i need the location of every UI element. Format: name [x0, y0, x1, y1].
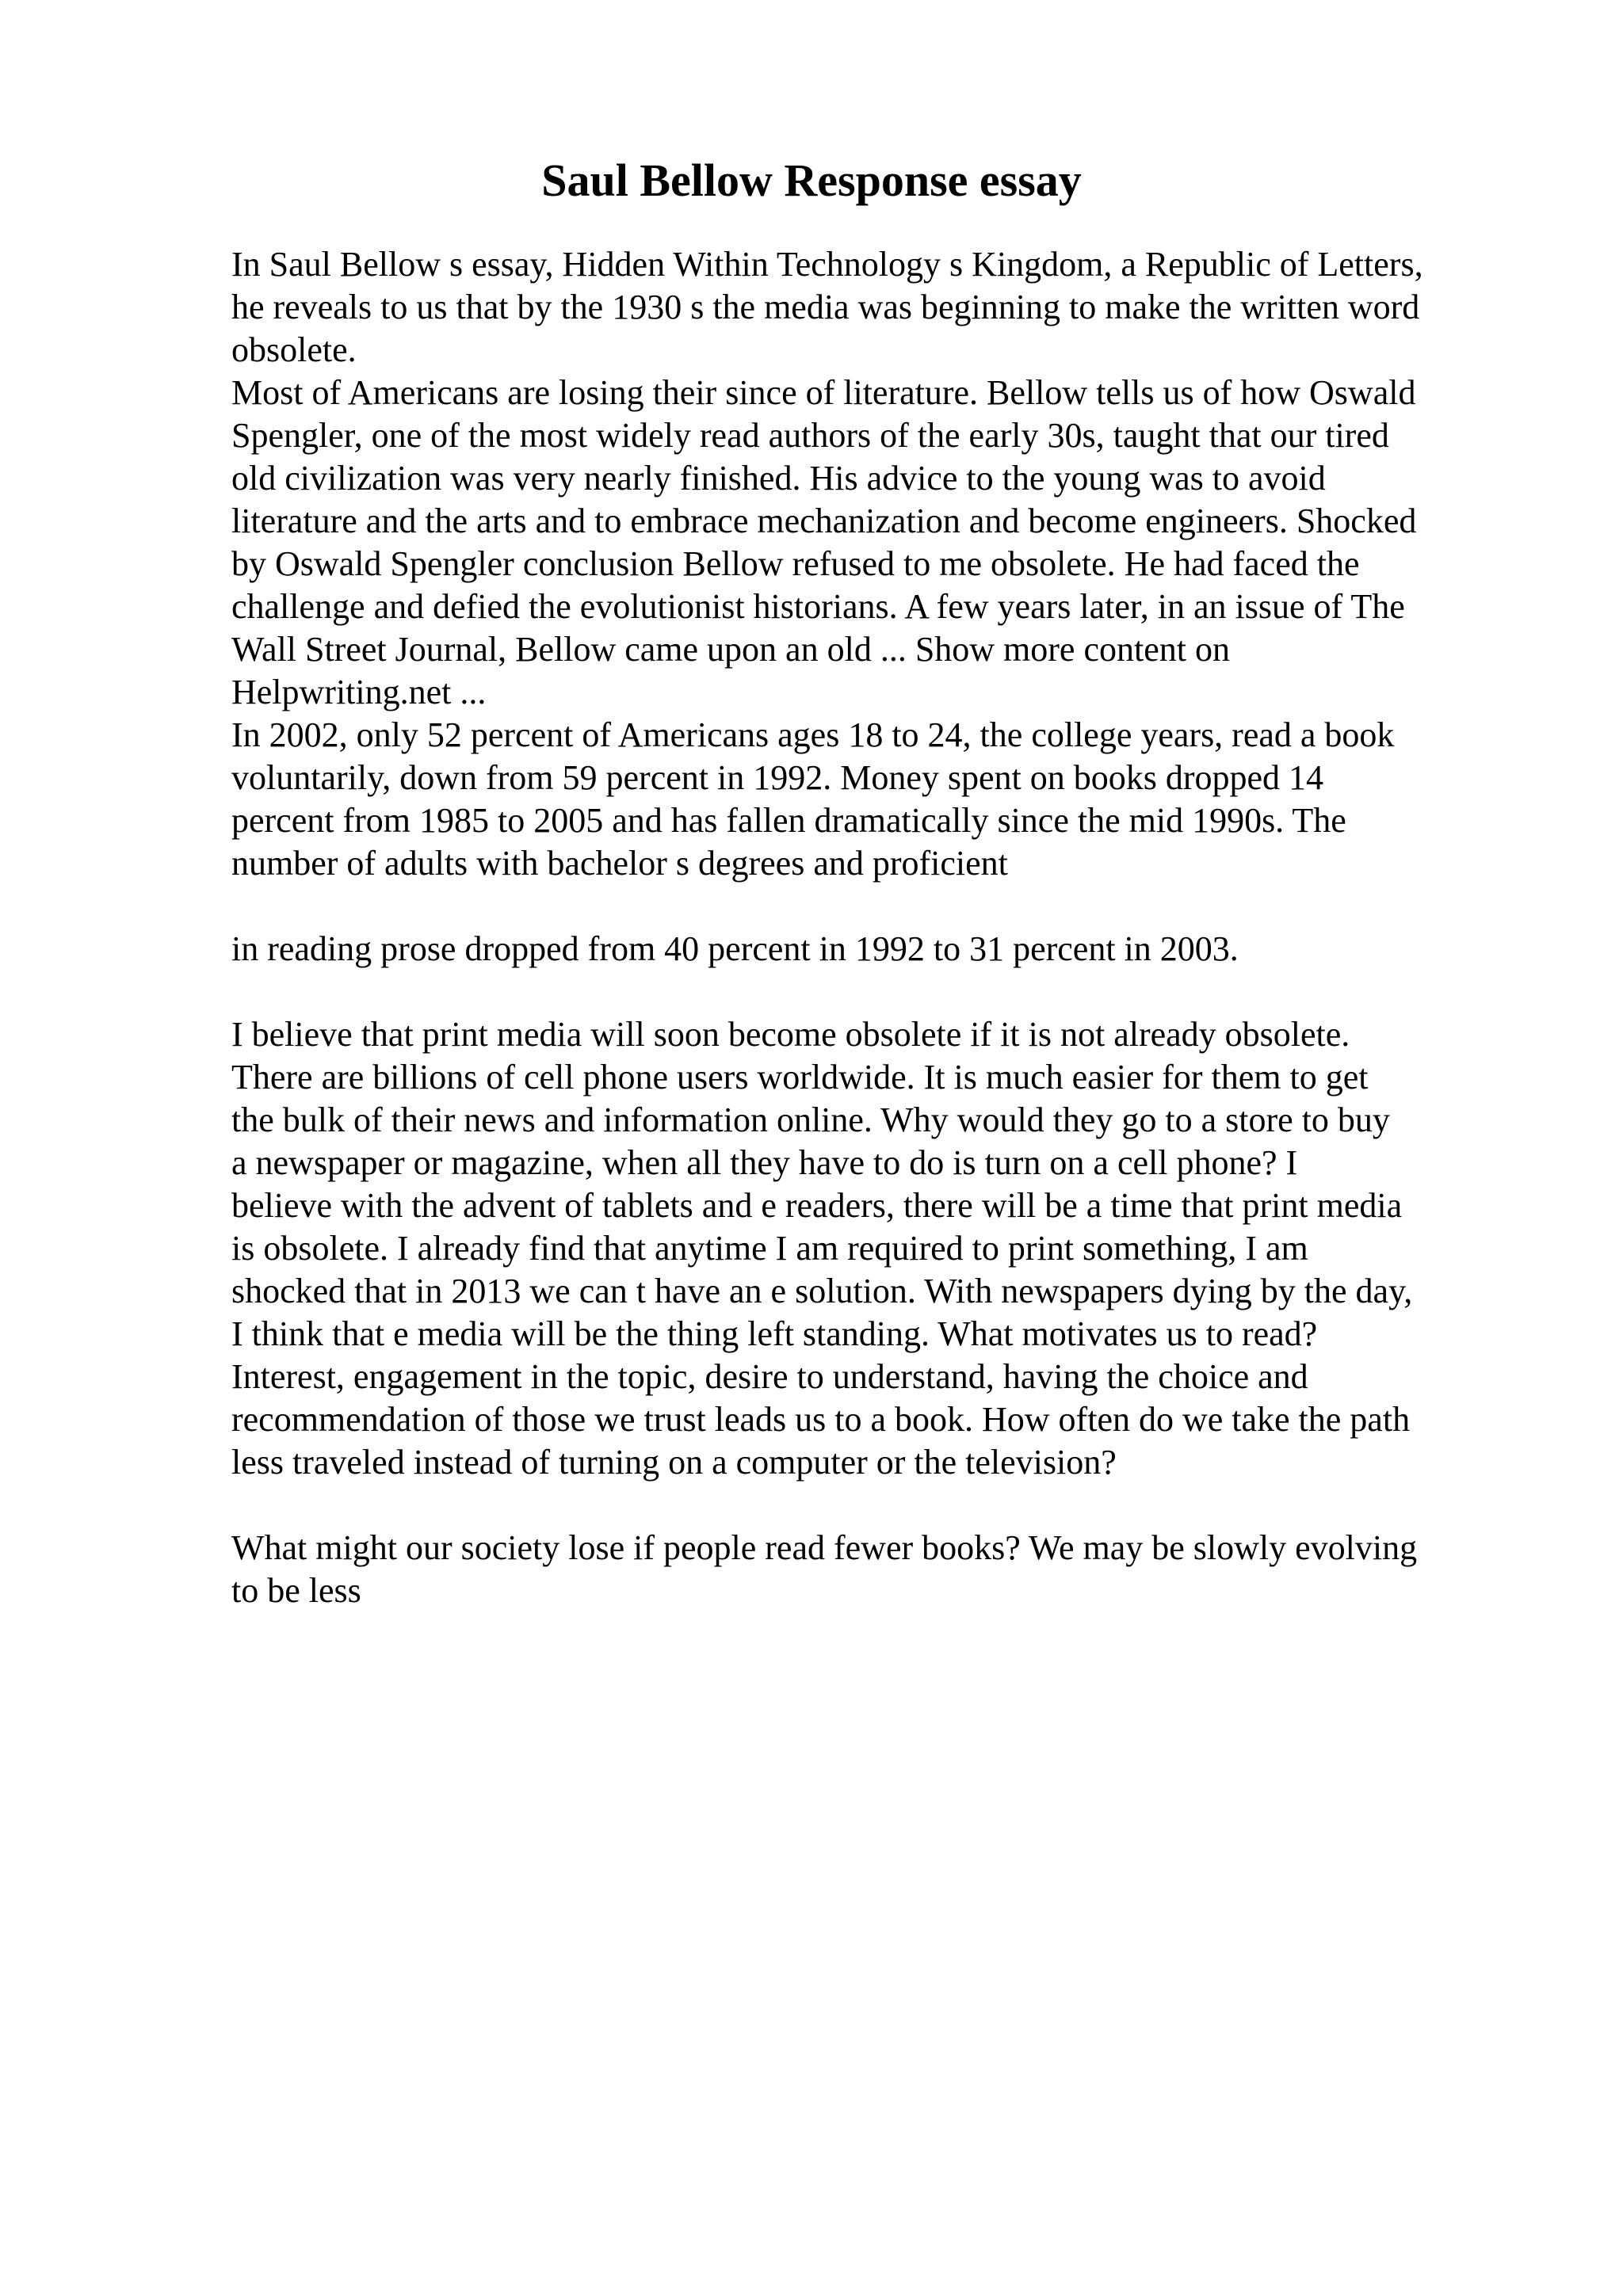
paragraph-society: What might our society lose if people read fewer books? We may be slowly evolving to be less [231, 1528, 1418, 1610]
paragraph-statistics: In 2002, only 52 percent of Americans ages 18 to 24, the college years, read a book voluntarily, down from 59 percent in 1992. Money spent on books dropped 14 percent from 1985 to 2005 and has fallen dramatically since the mid 1990s. The number of adults with bachelor s degrees and proficient [231, 715, 1395, 883]
paragraph-intro: In Saul Bellow s essay, Hidden Within Technology s Kingdom, a Republic of Letters, he reveals to us that by the 1930 s the media was beginning to make the written word obsolete. [231, 245, 1423, 369]
essay-title: Saul Bellow Response essay [541, 154, 1082, 206]
paragraph-spacer [231, 1484, 1563, 1527]
paragraph-reading-prose: in reading prose dropped from 40 percent in 1992 to 31 percent in 2003. [231, 929, 1239, 968]
essay-body [231, 243, 1563, 1612]
paragraph-spacer [231, 971, 1563, 1013]
paragraph-spacer [231, 885, 1563, 928]
paragraph-spengler: Most of Americans are losing their since of literature. Bellow tells us of how Oswald Spengler, one of the most widely read authors of the early 30s, taught that our tired old civilization was very nearly finished. His advice to the young was to avoid literature and the arts and to embrace mechanization and become engineers. Shocked by Oswald Spengler conclusion Bellow refused to me obsolete. He had faced the challenge and defied the evolutionist historians. A few years later, in an issue of The Wall Street Journal, Bellow came upon an old ... Show more content on Helpwriting.net ... [231, 373, 1417, 711]
paragraph-print-media: I believe that print media will soon become obsolete if it is not already obsolete. There are billions of cell phone users worldwide. It is much easier for them to get the bulk of their news and information online. Why would they go to a store to buy a newspaper or magazine, when all they have to do is turn on a cell phone? I believe with the advent of tablets and e readers, there will be a time that print media is obsolete. I already find that anytime I am required to print something, I am shocked that in 2013 we can t have an e solution. With newspapers dying by the day, I think that e media will be the thing left standing. What motivates us to read? Interest, engagement in the topic, desire to understand, having the choice and recommendation of those we trust leads us to a book. How often do we take the path less traveled instead of turning on a computer or the television? [231, 1015, 1413, 1482]
